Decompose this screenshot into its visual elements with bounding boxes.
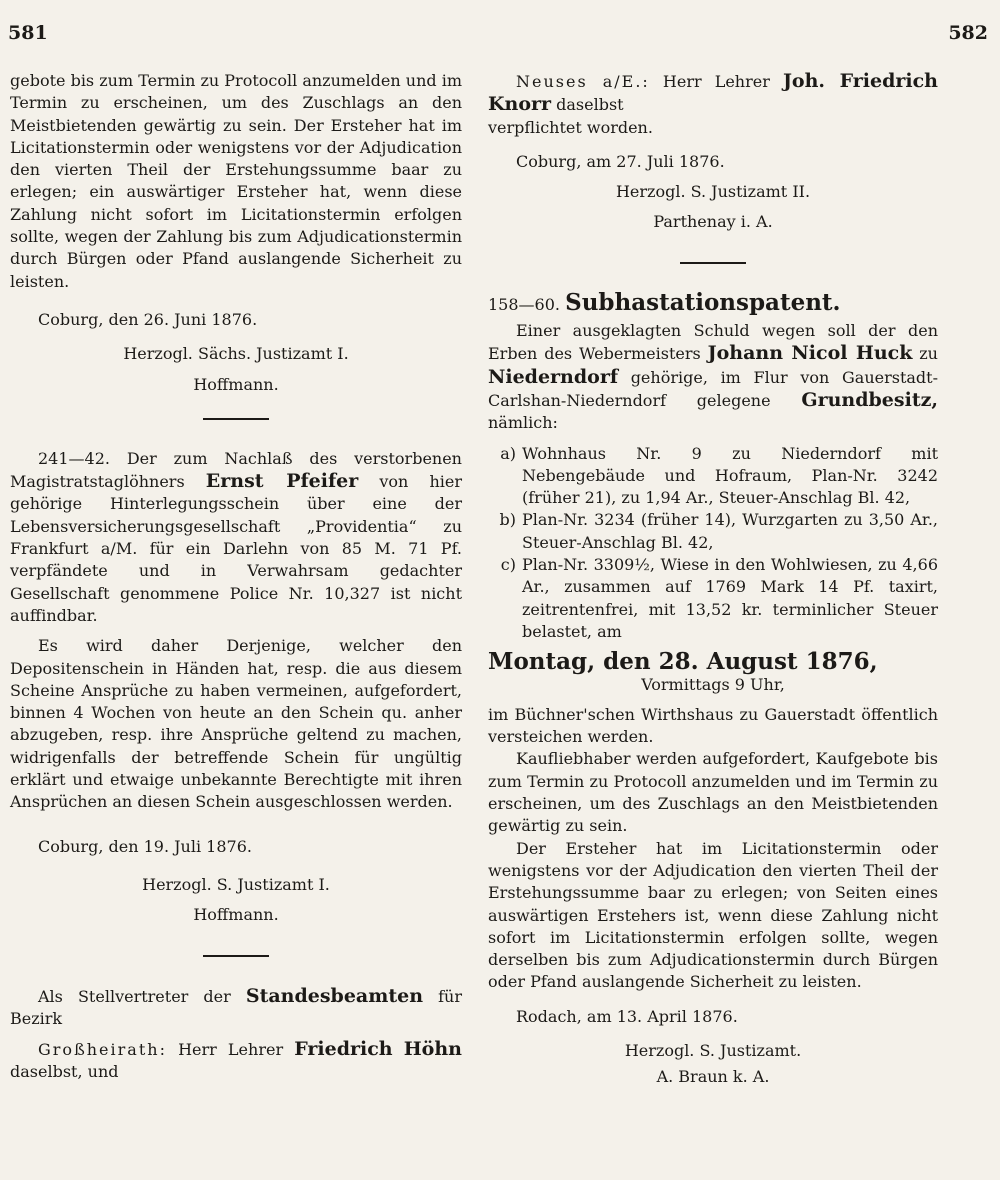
notice-paragraph: Es wird daher Derjenige, welcher den Depositenschein in Händen hat, resp. die aus diesem Scheine Ansprüche zu haben vermeinen, aufgefordert, binnen 4 Wochen von heute an den Schein qu. anher abzugeben, resp. ihre Ansprüche geltend zu machen, widrigenfalls der betreffende Schein für ungültig erklärt und etwaige unbekannte Berechtigte mit ihren Ansprüchen an diesen Schein ausgeschlossen werden. xyxy=(10,636,462,812)
list-item xyxy=(488,443,938,510)
notice-paragraph: Kaufliebhaber werden aufgefordert, Kaufgebote bis zum Termin zu Protocoll anzumelden und im Termin zu erscheinen, um des Zuschlags an den Meistbietenden gewärtig zu sein. xyxy=(488,749,938,836)
place-name: Großheirath: xyxy=(38,1040,167,1060)
place-name: Neuses a/E.: xyxy=(516,72,650,91)
section-heading xyxy=(488,288,938,316)
notice-number: 241—42. xyxy=(38,448,110,468)
right-column xyxy=(488,70,938,1089)
person-name: Friedrich xyxy=(294,1038,393,1061)
list-item xyxy=(488,554,938,643)
person-name: Johann Nicol Huck xyxy=(707,342,913,365)
notice-date: Rodach, am 13. April 1876. xyxy=(516,1006,738,1026)
list-item-label: a) xyxy=(500,443,516,463)
notice-court: Herzogl. S. Justizamt II. xyxy=(615,182,811,202)
notice-paragraph: Der Ersteher hat im Licitationstermin oder wenigstens vor der Adjudication den vierten Theil der Erstehungssumme baar zu erlegen; von Seiten eines auswärtigen Erstehers ist, wenn diese Zahlung nicht sofort im Licitationstermin erfolgen sollte, wegen derselben bis zum Adjudicationstermin durch Bürgen oder Pfand auslangende Sicherheit zu leisten. xyxy=(488,838,938,992)
notice-court: Herzogl. S. Justizamt. xyxy=(624,1040,802,1060)
auction-time: Vormittags 9 Uhr, xyxy=(641,674,785,694)
notice-court: Herzogl. S. Justizamt I. xyxy=(142,874,330,894)
notice-court: Herzogl. Sächs. Justizamt I. xyxy=(123,344,349,364)
list-item-text: Plan-Nr. 3309½, Wiese in den Wohlwiesen, zu 4,66 Ar., zusammen auf 1769 Mark 14 Pf. taxirt, zeitrentenfrei, mit 13,52 kr. terminlicher Steuer belastet, am xyxy=(522,555,938,641)
notice-number: 158—60. xyxy=(488,294,560,314)
auction-date: Montag, den 28. August 1876, xyxy=(488,648,878,676)
page-number-right: 582 xyxy=(948,22,988,44)
list-item xyxy=(488,509,938,554)
notice-paragraph: Neuses a/E.: Herr Lehrer Joh. Friedrich Knorr daselbst xyxy=(488,70,938,116)
page-number-left: 581 xyxy=(8,22,48,44)
person-name: Ernst Pfeifer xyxy=(205,470,359,493)
continued-notice-text: gebote bis zum Termin zu Protocoll anzumelden und im Termin zu erscheinen, um des Zuschlags an den Meistbietenden gewärtig zu sein. Der Ersteher hat im Licitationstermin oder wenigstens vor der Adjudication den vierten Theil der Erstehungssumme baar zu erlegen; ein auswärtiger Ersteher hat, wenn diese Zahlung nicht sofort im Licitationstermin erfolgen sollte, wegen der Zahlung bis zum Adjudicationstermin durch Bürgen oder Pfand auslangende Sicherheit zu leisten. xyxy=(10,71,462,291)
property-list xyxy=(488,443,938,644)
notice-signature: A. Braun k. A. xyxy=(656,1067,770,1087)
notice-paragraph: Großheirath: Herr Lehrer Friedrich Höhn daselbst, und xyxy=(10,1038,462,1082)
notice-date: Coburg, den 26. Juni 1876. xyxy=(38,309,258,329)
person-name: Höhn xyxy=(403,1038,462,1061)
notice-signature: Parthenay i. A. xyxy=(653,212,773,232)
left-column xyxy=(10,70,462,1084)
section-title: Subhastationspatent. xyxy=(565,288,841,316)
list-item-label: c) xyxy=(500,555,516,575)
place-name: Niederndorf xyxy=(488,365,619,388)
person-name: Joh. Friedrich xyxy=(782,70,938,92)
list-item-label: b) xyxy=(499,510,516,530)
notice-signature: Hoffmann. xyxy=(193,905,279,925)
office-name: Standesbeamten xyxy=(245,984,424,1007)
property-term: Grundbesitz, xyxy=(801,388,938,411)
person-name: Knorr xyxy=(488,93,552,116)
notice-paragraph: 241—42. Der zum Nachlaß des verstorbenen Magistratstaglöhners Ernst Pfeifer von hier gehörige Hinterlegungsschein über eine der Lebensversicherungsgesellschaft „Providentia“ zu Frankfurt a/M. für ein Darlehn von 85 M. 71 Pf. verpfändete und in Verwahrsam gedachter Gesellschaft genommene Police Nr. 10,327 ist nicht auffindbar. xyxy=(10,448,463,625)
notice-paragraph: Einer ausgeklagten Schuld wegen soll der den Erben des Webermeisters Johann Nicol Huck zu Niederndorf gehörige, im Flur von Gauerstadt-Carlshan-Niederndorf gelegene Grundbesitz, nämlich: xyxy=(488,321,938,433)
notice-signature: Hoffmann. xyxy=(193,374,279,394)
notice-paragraph: verpflichtet worden. xyxy=(488,117,653,137)
notice-paragraph: Als Stellvertreter der Standesbeamten für Bezirk xyxy=(10,984,462,1028)
list-item-text: Wohnhaus Nr. 9 zu Niederndorf mit Nebengebäude und Hofraum, Plan-Nr. 3242 (früher 21), zu 1,94 Ar., Steuer-Anschlag Bl. 42, xyxy=(522,443,938,508)
notice-date: Coburg, den 19. Juli 1876. xyxy=(38,836,252,856)
notice-date: Coburg, am 27. Juli 1876. xyxy=(516,151,725,171)
notice-paragraph: im Büchner'schen Wirthshaus zu Gauerstadt öffentlich versteichen werden. xyxy=(488,704,938,747)
list-item-text: Plan-Nr. 3234 (früher 14), Wurzgarten zu 3,50 Ar., Steuer-Anschlag Bl. 42, xyxy=(522,510,938,552)
